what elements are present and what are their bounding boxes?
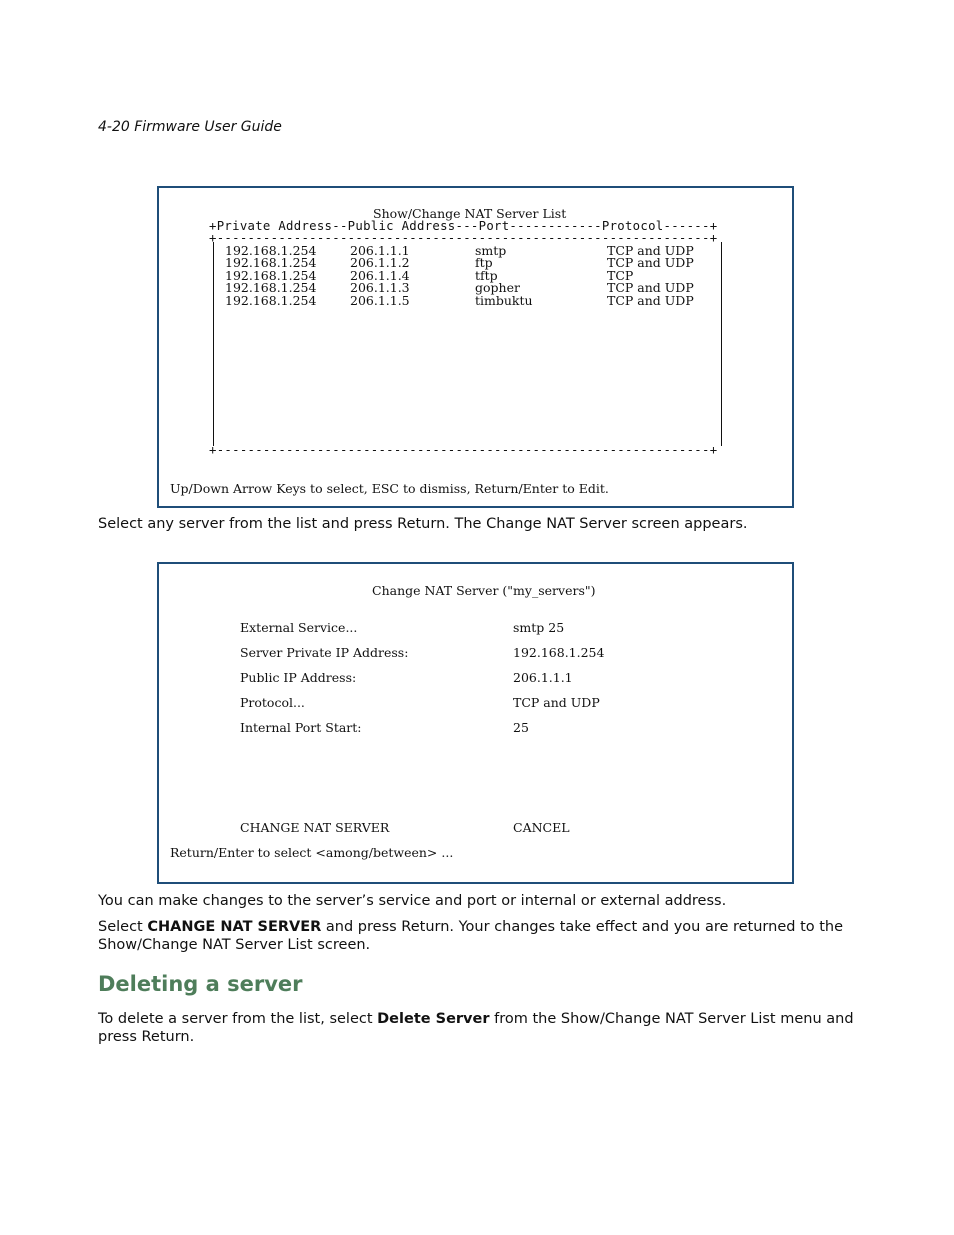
paragraph-changes: You can make changes to the server’s service and port or internal or external address. — [98, 893, 727, 909]
cell-protocol: TCP and UDP — [607, 292, 694, 308]
section-heading: Deleting a server — [98, 972, 303, 996]
table-divider-line: +----------------------------------------------------------------+ — [209, 231, 718, 245]
cell-public: 206.1.1.2 — [350, 255, 410, 271]
cell-private: 192.168.1.254 — [225, 267, 317, 283]
cell-port: tftp — [475, 267, 498, 283]
paragraph-delete — [98, 1010, 858, 1046]
cell-public: 206.1.1.1 — [350, 243, 410, 258]
change-nat-server-screen — [157, 562, 794, 884]
cell-port: timbuktu — [475, 292, 533, 308]
change-nat-server-button[interactable]: CHANGE NAT SERVER — [240, 820, 390, 835]
cell-public: 206.1.1.5 — [350, 292, 410, 308]
nat-server-list-screen — [157, 186, 794, 508]
cell-protocol: TCP and UDP — [607, 255, 694, 271]
field-label: Internal Port Start: — [240, 720, 362, 735]
field-value: 25 — [513, 720, 529, 735]
field-label: Server Private IP Address: — [240, 645, 409, 660]
cell-protocol: TCP and UDP — [607, 243, 694, 258]
field-label: Public IP Address: — [240, 670, 357, 685]
cell-private: 192.168.1.254 — [225, 280, 317, 296]
table-left-border — [213, 242, 214, 446]
cell-public: 206.1.1.3 — [350, 280, 410, 296]
cell-port: ftp — [475, 255, 493, 271]
running-head: 4-20 Firmware User Guide — [98, 119, 282, 135]
text: and press Return. Your changes take effect and you are returned to the Show/Change NAT Server List screen. — [98, 919, 844, 953]
paragraph-select-server: Select any server from the list and press Return. The Change NAT Server screen appears. — [98, 516, 748, 532]
text: from the Show/Change NAT Server List menu and press Return. — [98, 1011, 854, 1045]
cancel-button[interactable]: CANCEL — [513, 820, 570, 835]
field-value: TCP and UDP — [513, 695, 600, 710]
field-label: Protocol... — [240, 695, 305, 710]
bold-term: Delete Server — [377, 1011, 490, 1027]
table-bottom-line: +----------------------------------------------------------------+ — [209, 443, 718, 457]
paragraph-select-change — [98, 918, 858, 954]
bold-term: CHANGE NAT SERVER — [147, 919, 322, 935]
cell-protocol: TCP — [607, 267, 634, 283]
table-right-border — [721, 242, 722, 446]
cell-private: 192.168.1.254 — [225, 292, 317, 308]
table-header-line: +Private Address--Public Address---Port------------Protocol------+ — [209, 219, 718, 233]
cell-private: 192.168.1.254 — [225, 243, 317, 258]
cell-private: 192.168.1.254 — [225, 255, 317, 271]
text: Select — [98, 919, 148, 935]
screen-title: Change NAT Server ("my_servers") — [372, 583, 596, 598]
screen-title: Show/Change NAT Server List — [373, 206, 567, 221]
screen-hint: Return/Enter to select <among/between> ... — [170, 845, 454, 860]
cell-public: 206.1.1.4 — [350, 267, 410, 283]
field-value: smtp 25 — [513, 620, 565, 635]
field-value: 192.168.1.254 — [513, 645, 605, 660]
screen-hint: Up/Down Arrow Keys to select, ESC to dismiss, Return/Enter to Edit. — [170, 481, 609, 496]
field-label: External Service... — [240, 620, 358, 635]
cell-protocol: TCP and UDP — [607, 280, 694, 296]
cell-port: smtp — [475, 243, 507, 258]
text: To delete a server from the list, select — [98, 1011, 378, 1027]
field-value: 206.1.1.1 — [513, 670, 573, 685]
cell-port: gopher — [475, 280, 520, 296]
